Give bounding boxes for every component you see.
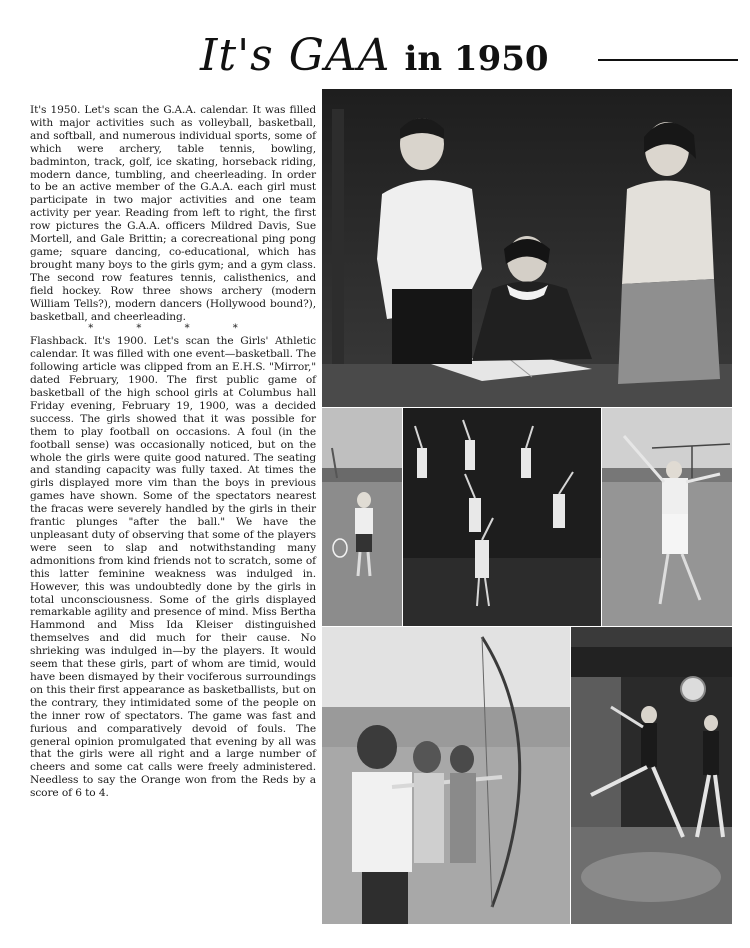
section-separator: * * * * xyxy=(88,323,258,335)
photo-modern-dance xyxy=(571,627,732,924)
page-header xyxy=(200,22,740,92)
article-text xyxy=(30,104,316,800)
photo-calisthenics xyxy=(403,408,601,626)
page-title xyxy=(200,30,549,85)
photo-archery xyxy=(322,627,570,924)
title-year: in 1950 xyxy=(404,39,549,79)
title-main: It's GAA xyxy=(200,30,391,81)
title-rule xyxy=(598,59,738,61)
paragraph-1950: It's 1950. Let's scan the G.A.A. calendar. It was filled with major activities such as volleyball, basketball, and softball, and numerous individual sports, some of which were archery, table tennis, bowling, badminton, track, golf, ice skating, horseback riding, modern dance, tumbling, and cheerleading. In order to be an active member of the G.A.A. each girl must participate in two major activities and one team activity per year. Reading from left to right, the first row pictures the G.A.A. officers Mildred Davis, Sue Mortell, and Gale Brittin; a corecreational ping pong game; square dancing, co-educational, which has brought many boys to the girls gym; and a gym class. The second row features tennis, calisthenics, and field hockey. Row three shows archery (modern William Tells?), modern dancers (Hollywood bound?), basketball, and cheerleading. xyxy=(30,104,316,323)
photo-tennis xyxy=(322,408,402,626)
photo-gaa-officers xyxy=(322,89,732,407)
photo-field-hockey xyxy=(602,408,732,626)
paragraph-1900: Flashback. It's 1900. Let's scan the Girls' Athletic calendar. It was filled with one event—basketball. The following article was clipped from an E.H.S. "Mirror," dated February, 1900. The first public game of basketball of the high school girls at Columbus hall Friday evening, February 19, 1900, was a decided success. The girls showed that it was possible for them to play football on occasions. A foul (in the football sense) was occasionally noticed, but on the whole the girls were quite good natured. The seating and standing capacity was fully taxed. At times the girls displayed more vim than the boys in previous games have shown. Some of the spectators nearest the fracas were severely handled by the girls in their frantic plunges "after the ball." We have the unpleasant duty of observing that some of the players were seen to slap and notwithstanding many admonitions from kind friends not to scratch, some of this latter feminine weakness was indulged in. However, this was undoubtedly done by the girls in total unconsciousness. Some of the girls displayed remarkable agility and presence of mind. Miss Bertha Hammond and Miss Ida Kleiser distinguished themselves and did much for their cause. No shrieking was indulged in—by the players. It would seem that these girls, part of whom are timid, would have been dismayed by their vociferous surroundings on this their first appearance as basketballists, but on the contrary, they intimidated some of the people on the inner row of spectators. The game was fast and furious and comparatively devoid of fouls. The general opinion promulgated that evening by all was that the girls were all right and a large number of cheers and some cat calls were freely administered. Needless to say the Orange won from the Reds by a score of 6 to 4. xyxy=(30,335,316,800)
